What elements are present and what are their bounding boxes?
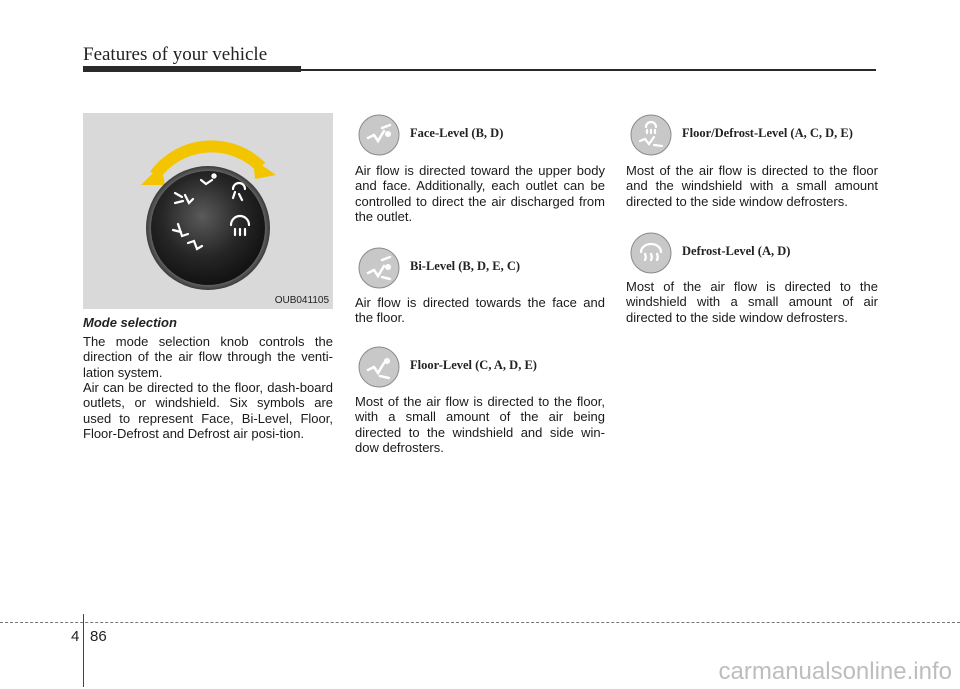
defrost-text: Most of the air flow is directed to the windshield with a small amount of air directed to the side window defrosters. — [626, 279, 878, 325]
floor-level-icon — [358, 346, 400, 388]
defrost-label: Defrost-Level (A, D) — [682, 244, 791, 258]
arc-arrow-right — [253, 159, 276, 179]
floor-defrost-text: Most of the air flow is directed to the floor and the windshield with a small amount directed to the side window defrosters. — [626, 163, 878, 209]
bi-level-icon — [358, 247, 400, 289]
header-rule-thin — [301, 69, 876, 71]
face-level-label: Face-Level (B, D) — [410, 126, 504, 140]
watermark-text: carmanualsonline.info — [718, 658, 952, 685]
mode-knob-graphic — [83, 113, 333, 309]
face-level-icon — [358, 114, 400, 156]
knob-face — [151, 171, 265, 285]
footer-vertical-rule — [83, 614, 84, 687]
intro-paragraph-2: Air can be directed to the floor, dash-board outlets, or windshield. Six symbols are used to represent Face, Bi-Level, Floor, Floor-Defrost and Defrost air posi-tion. — [83, 380, 333, 441]
bi-level-text: Air flow is directed towards the face and the floor. — [355, 295, 605, 326]
footer-dashed-rule — [0, 622, 960, 623]
floor-defrost-label: Floor/Defrost-Level (A, C, D, E) — [682, 126, 853, 140]
floor-defrost-icon — [630, 114, 672, 156]
floor-level-label: Floor-Level (C, A, D, E) — [410, 358, 537, 372]
page-number: 86 — [90, 628, 107, 645]
floor-level-text: Most of the air flow is directed to the floor, with a small amount of the air being directed to the windshield and side win-dow defrosters. — [355, 394, 605, 455]
page-header-title: Features of your vehicle — [83, 44, 268, 65]
face-level-text: Air flow is directed toward the upper body and face. Additionally, each outlet can be controlled to direct the air discharged from the outlet. — [355, 163, 605, 224]
header-rule-thick — [83, 66, 301, 72]
defrost-icon — [630, 232, 672, 274]
figure-code: OUB041105 — [274, 295, 329, 306]
bi-level-label: Bi-Level (B, D, E, C) — [410, 259, 521, 273]
mode-knob-illustration — [83, 113, 333, 309]
chapter-number: 4 — [71, 628, 80, 645]
intro-paragraph-1: The mode selection knob controls the direction of the air flow through the venti-lation system. — [83, 334, 333, 380]
mode-selection-heading: Mode selection — [83, 315, 177, 330]
